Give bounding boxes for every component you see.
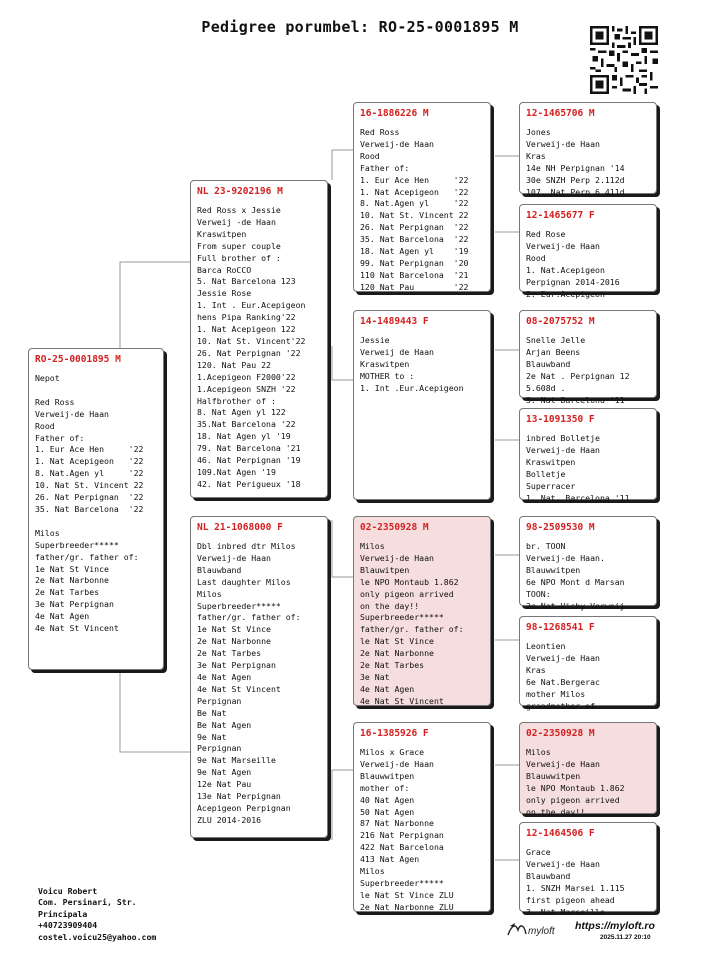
- detail-line: Grace: [526, 847, 551, 857]
- detail-line: 9e Nat Agen: [197, 767, 252, 778]
- detail-line: br. TOON: [526, 541, 566, 551]
- detail-line: mother Milos: [526, 688, 586, 699]
- detail-line: Arjan Beens: [526, 346, 581, 357]
- detail-line: 2e Nat Tarbes: [35, 587, 100, 598]
- detail-line: 2e Nat Narbonne: [197, 636, 271, 647]
- detail-line: 9e Nat: [197, 731, 227, 742]
- detail-line: 35. Nat Barcelona '22: [360, 234, 469, 245]
- detail-line: 1e Nat St Vince: [35, 563, 109, 574]
- timestamp: 2025.11.27 20:10: [600, 934, 651, 941]
- pigeon-card-subject[interactable]: [28, 348, 164, 670]
- detail-line: Last daughter Milos: [197, 576, 291, 587]
- pigeon-card-dds[interactable]: [519, 722, 657, 817]
- pigeon-details: [197, 205, 327, 491]
- detail-line: father/gr. father of:: [360, 624, 464, 635]
- detail-line: MOTHER to :: [360, 370, 415, 381]
- detail-line: Verweij-de Haan: [526, 858, 600, 869]
- detail-line: [35, 385, 163, 397]
- detail-line: 2e Nat . Perpignan 12: [526, 370, 630, 381]
- ring-number: NL 23-9202196 M: [197, 186, 283, 197]
- detail-line: 13e Nat Perpignan: [197, 791, 281, 802]
- pigeon-details: [526, 641, 656, 712]
- detail-line: Kraswitpen: [360, 358, 410, 369]
- owner-line: Com. Persinari, Str.: [38, 897, 137, 908]
- pigeon-details: [35, 373, 163, 635]
- pigeon-card-sire[interactable]: [190, 180, 328, 498]
- ring-number: 12-1464506 F: [526, 828, 595, 839]
- ring-number: 08-2075752 M: [526, 316, 595, 327]
- pigeon-card-dam-dam[interactable]: [353, 722, 491, 912]
- detail-line: Bolletje: [526, 468, 566, 479]
- detail-line: Verweij-de Haan: [197, 552, 271, 563]
- pigeon-card-dam-sire[interactable]: [353, 516, 491, 706]
- detail-line: Rood: [526, 252, 546, 263]
- detail-line: 40 Nat Agen: [360, 794, 415, 805]
- detail-line: Verweij de Haan: [360, 346, 434, 357]
- page-title: Pedigree porumbel: RO-25-0001895 M: [201, 18, 519, 36]
- detail-line: 26. Nat Perpignan '22: [360, 222, 469, 233]
- detail-line: 8. Nat Agen yl 122: [197, 407, 286, 418]
- detail-line: Verweij-de Haan: [526, 138, 600, 149]
- detail-line: Perpignan 2014-2016: [526, 276, 620, 287]
- detail-line: Kraswitpen: [197, 228, 247, 239]
- pigeon-card-ssd[interactable]: [519, 204, 657, 299]
- detail-line: grandmother of: [526, 700, 596, 711]
- detail-line: 2e Nat Narbonne: [360, 648, 434, 659]
- detail-line: Rood: [35, 420, 55, 431]
- pigeon-card-dss[interactable]: [519, 516, 657, 611]
- detail-line: Blauwitpen: [360, 564, 410, 575]
- detail-line: Blauwwitpen: [360, 770, 415, 781]
- detail-line: Blauwwitpen: [526, 564, 581, 575]
- pigeon-details: [526, 335, 656, 406]
- detail-line: 50 Nat Agen: [360, 806, 415, 817]
- detail-line: From super couple: [197, 240, 281, 251]
- ring-number: 13-1091350 F: [526, 414, 595, 425]
- pigeon-details: [526, 847, 656, 918]
- detail-line: Superracer: [526, 480, 576, 491]
- detail-line: Kraswitpen: [526, 456, 576, 467]
- owner-contact: [38, 886, 156, 943]
- detail-line: Verweij-de Haan: [526, 652, 600, 663]
- detail-line: le NPO Montaub 1.862: [526, 782, 625, 793]
- detail-line: 46. Nat Perpignan '19: [197, 455, 301, 466]
- detail-line: 35.Nat Barcelona '22: [197, 419, 296, 430]
- detail-line: 1. Nat Acepigeon 122: [197, 324, 296, 335]
- owner-line: Voicu Robert: [38, 886, 98, 896]
- detail-line: 5. Nat Barcelona 123: [197, 276, 296, 287]
- detail-line: Halfbrother of :: [197, 395, 276, 406]
- logo-text: myloft: [528, 926, 555, 937]
- pigeon-card-sdd[interactable]: [519, 408, 657, 503]
- pigeon-details: [526, 433, 656, 504]
- pigeon-card-sds[interactable]: [519, 310, 657, 405]
- pigeon-details: [360, 335, 490, 395]
- detail-line: 4e Nat Agen: [35, 611, 90, 622]
- pigeon-card-sire-sire[interactable]: [353, 102, 491, 292]
- detail-line: only pigeon arrived: [360, 588, 454, 599]
- pigeon-details: [526, 127, 656, 198]
- detail-line: Jones: [526, 127, 551, 137]
- detail-line: Leontien: [526, 641, 566, 651]
- detail-line: Superbreeder*****: [35, 539, 119, 550]
- detail-line: Father of:: [35, 432, 85, 443]
- detail-line: inbred Bolletje: [526, 433, 600, 443]
- pigeon-details: [360, 541, 490, 708]
- detail-line: TOON:: [526, 588, 551, 599]
- detail-line: 1. Nat. Barcelona '11: [526, 492, 630, 503]
- pigeon-card-dam[interactable]: [190, 516, 328, 838]
- detail-line: Blauwband: [526, 358, 571, 369]
- detail-line: Dbl inbred dtr Milos: [197, 541, 296, 551]
- detail-line: Verweij-de Haan: [360, 552, 434, 563]
- ring-number: 12-1465706 M: [526, 108, 595, 119]
- ring-number: NL 21-1068000 F: [197, 522, 283, 533]
- detail-line: Kras: [526, 664, 546, 675]
- detail-line: 110 Nat Barcelona '21: [360, 269, 469, 280]
- detail-line: Milos: [360, 866, 385, 877]
- detail-line: [35, 516, 163, 528]
- detail-line: 6e NPO Mont d Marsan: [526, 576, 625, 587]
- detail-line: 3e Nat: [360, 671, 390, 682]
- detail-line: Superbreeder*****: [360, 877, 444, 888]
- detail-line: 4e Nat Agen: [197, 671, 252, 682]
- detail-line: 1. Nat Acepigeon '22: [35, 456, 144, 467]
- pigeon-details: [360, 747, 490, 914]
- detail-line: 1. Eur Ace Hen '22: [360, 174, 469, 185]
- detail-line: 1. Nat Acepigeon '22: [360, 186, 469, 197]
- detail-line: Red Rose: [526, 229, 566, 239]
- detail-line: 1.Acepigeon SNZH '22: [197, 383, 296, 394]
- detail-line: 18. Nat Agen yl '19: [197, 431, 291, 442]
- detail-line: 42. Nat Perigueux '18: [197, 478, 301, 489]
- myloft-logo-icon: [506, 920, 566, 940]
- detail-line: Superbreeder*****: [360, 612, 444, 623]
- detail-line: on the day!!: [360, 600, 420, 611]
- detail-line: Acepigeon Perpignan: [197, 802, 291, 813]
- detail-line: Red Ross: [35, 396, 75, 407]
- detail-line: 87 Nat Narbonne: [360, 818, 434, 829]
- detail-line: 4e Nat St Vincent: [35, 623, 119, 634]
- ring-number: 02-2350928 M: [526, 728, 595, 739]
- detail-line: 422 Nat Barcelona: [360, 842, 444, 853]
- detail-line: 5.608d .: [526, 382, 566, 393]
- detail-line: Be Nat: [197, 707, 227, 718]
- pigeon-card-sss[interactable]: [519, 102, 657, 197]
- detail-line: Milos: [360, 541, 385, 551]
- detail-line: Full brother of :: [197, 252, 281, 263]
- ring-number: 16-1385926 F: [360, 728, 429, 739]
- detail-line: 4e Nat Agen: [360, 683, 415, 694]
- detail-line: Verweij-de Haan: [360, 758, 434, 769]
- detail-line: 12e Nat Pau: [197, 779, 252, 790]
- pigeon-details: [197, 541, 327, 827]
- detail-line: Rood: [360, 150, 380, 161]
- detail-line: 2. Eur.Acepigeon: [526, 288, 605, 299]
- detail-line: Verweij-de Haan: [526, 758, 600, 769]
- detail-line: Blauwwitpen: [526, 770, 581, 781]
- detail-line: 120 Nat Pau '22: [360, 281, 469, 292]
- detail-line: 1. Int .Eur.Acepigeon: [360, 382, 464, 393]
- detail-line: le Nat St Vince ZLU: [360, 889, 454, 900]
- detail-line: Barca RoCCO: [197, 264, 252, 275]
- owner-email: costel.voicu25@yahoo.com: [38, 931, 157, 942]
- detail-line: Verweij-de Haan: [35, 408, 109, 419]
- detail-line: 10. Nat St. Vincent 22: [360, 210, 469, 221]
- detail-line: 2e Nat Vichy Verweij: [526, 600, 625, 611]
- detail-line: 6e Nat.Bergerac: [526, 676, 600, 687]
- detail-line: 2e Nat Tarbes: [197, 648, 262, 659]
- detail-line: 1. Eur Ace Hen '22: [35, 444, 144, 455]
- detail-line: Milos: [35, 527, 60, 538]
- ring-number: 16-1886226 M: [360, 108, 429, 119]
- pigeon-card-sire-dam[interactable]: [353, 310, 491, 500]
- detail-line: 1. Nat.Acepigeon: [526, 264, 605, 275]
- detail-line: Milos x Grace: [360, 747, 425, 757]
- detail-line: 109.Nat Agen '19: [197, 466, 276, 477]
- detail-line: Milos: [197, 588, 222, 599]
- detail-line: 8. Nat.Agen yl '22: [35, 468, 144, 479]
- detail-line: 4e Nat St Vincent: [197, 683, 281, 694]
- detail-line: 30e SNZH Perp 2.112d: [526, 174, 625, 185]
- detail-line: Perpignan: [197, 695, 242, 706]
- detail-line: Jessie Rose: [197, 288, 252, 299]
- pigeon-details: [360, 127, 490, 294]
- detail-line: 8. Nat.Agen yl '22: [360, 198, 469, 209]
- ring-number: 12-1465677 F: [526, 210, 595, 221]
- detail-line: 107. Nat Perp 6.411d: [526, 186, 625, 197]
- detail-line: Verweij -de Haan: [197, 216, 276, 227]
- detail-line: Verweij-de Haan.: [526, 552, 605, 563]
- detail-line: Be Nat Agen: [197, 719, 252, 730]
- detail-line: 2e Nat Tarbes: [360, 660, 425, 671]
- pigeon-details: [526, 229, 656, 300]
- detail-line: Blauwband: [197, 564, 242, 575]
- detail-line: le NPO Montaub 1.862: [360, 576, 459, 587]
- detail-line: mother of:: [360, 782, 410, 793]
- pigeon-card-dsd[interactable]: [519, 616, 657, 711]
- detail-line: Perpignan: [197, 743, 242, 754]
- detail-line: Superbreeder*****: [197, 600, 281, 611]
- pigeon-details: [526, 747, 656, 818]
- detail-line: Verweij-de Haan: [360, 138, 434, 149]
- detail-line: 3e Nat Perpignan: [197, 660, 276, 671]
- detail-line: hens Pipa Ranking'22: [197, 312, 296, 323]
- detail-line: only pigeon arrived: [526, 794, 620, 805]
- detail-line: Verweij-de Haan: [526, 240, 600, 251]
- detail-line: ZLU 2014-2016: [197, 814, 262, 825]
- detail-line: Red Ross: [360, 127, 400, 137]
- site-link[interactable]: https://myloft.ro: [575, 920, 655, 932]
- ring-number: 98-1268541 F: [526, 622, 595, 633]
- detail-line: 10. Nat St. Vincent 22: [35, 480, 144, 491]
- detail-line: 120. Nat Pau 22: [197, 359, 271, 370]
- detail-line: 26. Nat Perpignan '22: [197, 347, 301, 358]
- pigeon-details: [526, 541, 656, 612]
- detail-line: Red Ross x Jessie: [197, 205, 281, 215]
- detail-line: 1e Nat St Vince: [197, 624, 271, 635]
- detail-line: on the day!!: [526, 806, 586, 817]
- ring-number: 14-1489443 F: [360, 316, 429, 327]
- detail-line: 1. Int . Eur.Acepigeon: [197, 300, 306, 311]
- detail-line: 2e Nat Narbonne ZLU: [360, 901, 454, 912]
- detail-line: Verweij-de Haan: [526, 444, 600, 455]
- detail-line: 26. Nat Perpignan '22: [35, 492, 144, 503]
- detail-line: 2e Nat Narbonne: [35, 575, 109, 586]
- detail-line: Nepot: [35, 373, 60, 383]
- detail-line: Kras: [526, 150, 546, 161]
- detail-line: 14e NH Perpignan '14: [526, 162, 625, 173]
- detail-line: 1.Acepigeon F2000'22: [197, 371, 296, 382]
- ring-number: RO-25-0001895 M: [35, 354, 121, 365]
- detail-line: 216 Nat Perpignan: [360, 830, 444, 841]
- detail-line: 3. Nat Marseille: [526, 906, 605, 917]
- detail-line: 9e Nat Marseille: [197, 755, 276, 766]
- pigeon-card-ddd[interactable]: [519, 822, 657, 917]
- owner-phone: +40723909404: [38, 920, 98, 931]
- ring-number: 98-2509530 M: [526, 522, 595, 533]
- detail-line: 79. Nat Barcelona '21: [197, 443, 301, 454]
- detail-line: Jessie: [360, 335, 390, 345]
- detail-line: le Nat St Vince: [360, 636, 434, 647]
- detail-line: Blauwband: [526, 870, 571, 881]
- owner-line: Principala: [38, 908, 88, 919]
- detail-line: 3. Nat Barcelona '11: [526, 394, 625, 405]
- ring-number: 02-2350928 M: [360, 522, 429, 533]
- detail-line: 4e Nat St Vincent: [360, 695, 444, 706]
- detail-line: 413 Nat Agen: [360, 854, 420, 865]
- detail-line: Father of:: [360, 162, 410, 173]
- detail-line: father/gr. father of:: [197, 612, 301, 623]
- detail-line: 35. Nat Barcelona '22: [35, 503, 144, 514]
- detail-line: 3e Nat Perpignan: [35, 599, 114, 610]
- detail-line: Milos: [526, 747, 551, 757]
- detail-line: 18. Nat Agen yl '19: [360, 246, 469, 257]
- detail-line: first pigeon ahead: [526, 894, 615, 905]
- detail-line: Snelle Jelle: [526, 335, 586, 345]
- detail-line: father/gr. father of:: [35, 551, 139, 562]
- detail-line: 1. SNZH Marsei 1.115: [526, 882, 625, 893]
- detail-line: 10. Nat St. Vincent'22: [197, 335, 306, 346]
- detail-line: 99. Nat Perpignan '20: [360, 257, 469, 268]
